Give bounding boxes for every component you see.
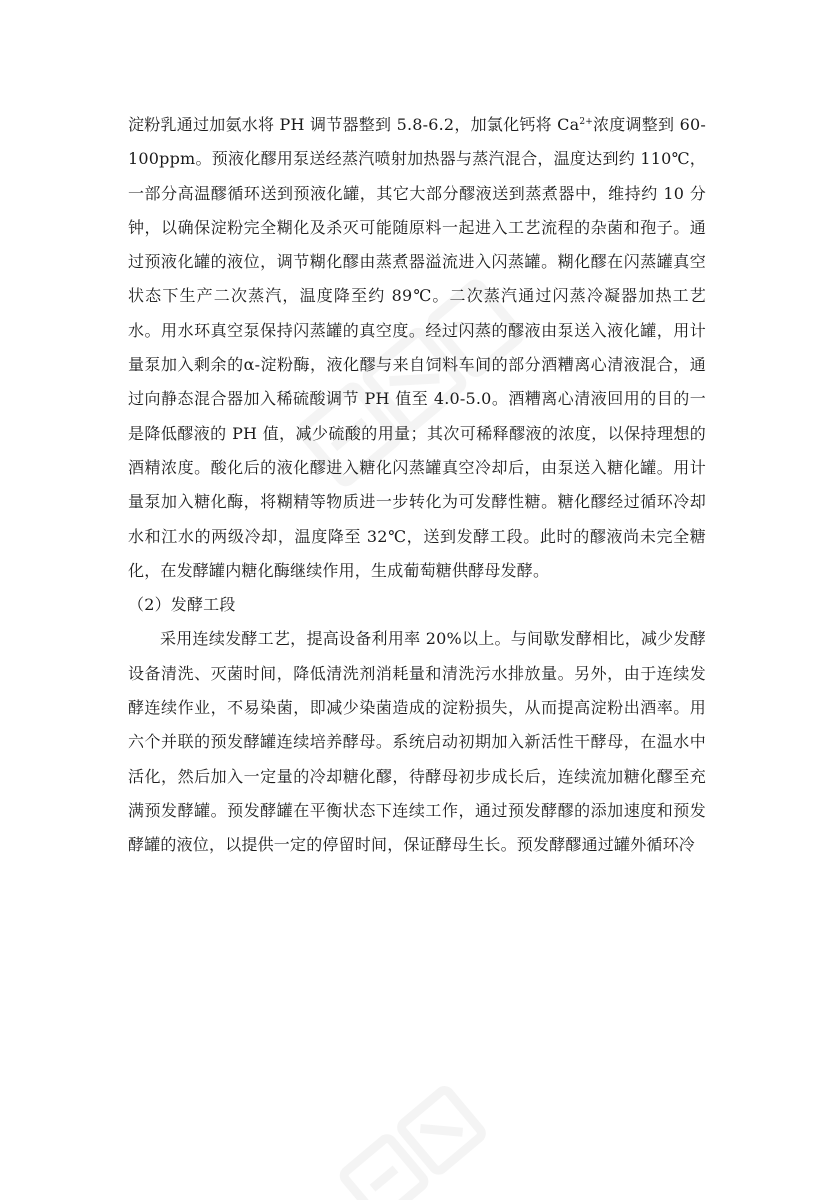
paragraph-1-start: 淀粉乳通过加氨水将 PH 调节器整到 5.8-6.2，加氯化钙将 Ca [128,115,580,134]
superscript-charge: 2+ [579,117,593,127]
paragraph-fermentation: 采用连续发酵工艺，提高设备利用率 20%以上。与间歇发酵相比，减少发酵设备清洗、灭菌时间，降低清洗剂消耗量和清洗污水排放量。另外，由于连续发酵连续作业，不易染菌，即减少染菌造成的淀粉损失，从而提高淀粉出酒率。用六个并联的预发酵罐连续培养酵母。系统启动初期加入新活性干酵母，在温水中活化，然后加入一定量的冷却糖化醪，待酵母初步成长后，连续流加糖化醪至充满预发酵罐。预发酵罐在平衡状态下连续工作，通过预发酵醪的添加速度和预发酵罐的液位，以提供一定的停留时间，保证酵母生长。预发酵醪通过罐外循环冷 [128,629,706,855]
section-heading-fermentation: （2）发酵工段 [128,595,236,615]
watermark-bottom-icon [300,1080,560,1200]
document-body [128,108,706,863]
paragraph-liquefaction [128,108,706,588]
paragraph-1-rest: 浓度调整到 60-100ppm。预液化醪用泵送经蒸汽喷射加热器与蒸汽混合，温度达到约 110℃，一部分高温醪循环送到预液化罐，其它大部分醪液送到蒸煮器中，维持约 10 分钟，以确保淀粉完全糊化及杀灭可能随原料一起进入工艺流程的杂菌和孢子。通过预液化罐的液位，调节糊化醪由蒸煮器溢流进入闪蒸罐。糊化醪在闪蒸罐真空状态下生产二次蒸汽，温度降至约 89℃。二次蒸汽通过闪蒸冷凝器加热工艺水。用水环真空泵保持闪蒸罐的真空度。经过闪蒸的醪液由泵送入液化罐，用计量泵加入剩余的α-淀粉酶，液化醪与来自饲料车间的部分酒糟离心清液混合，通过向静态混合器加入稀硫酸调节 PH 值至 4.0-5.0。酒糟离心清液回用的目的一是降低醪液的 PH 值，减少硫酸的用量；其次可稀释醪液的浓度，以保持理想的酒精浓度。酸化后的液化醪进入糖化闪蒸罐真空冷却后，由泵送入糖化罐。用计量泵加入糖化酶，将糊精等物质进一步转化为可发酵性糖。糖化醪经过循环冷却水和江水的两级冷却，温度降至 32℃，送到发酵工段。此时的醪液尚未完全糖化，在发酵罐内糖化酶继续作用，生成葡萄糖供酵母发酵。 [128,115,706,580]
